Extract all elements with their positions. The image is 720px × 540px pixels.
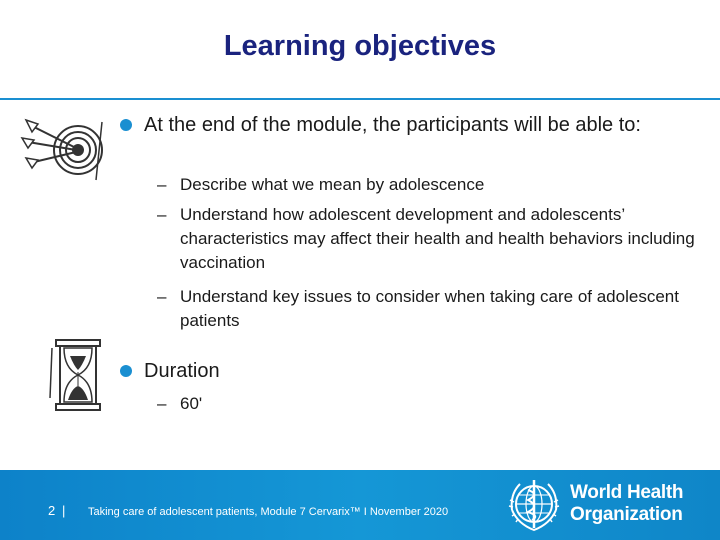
objective-item-text: Understand key issues to consider when taking care of adolescent patients <box>180 287 679 330</box>
footer-bar <box>0 470 720 540</box>
objectives-intro-text: At the end of the module, the participants will be able to: <box>144 114 641 136</box>
objective-item: – Understand key issues to consider when taking care of adolescent patients <box>157 285 697 333</box>
title-divider <box>0 98 720 100</box>
objective-item-text: Understand how adolescent development and adolescents’ characteristics may affect their health and health behaviors including vaccination <box>180 205 695 272</box>
footer-caption: Taking care of adolescent patients, Module 7 Cervarix™ I November 2020 <box>88 506 449 518</box>
who-wordmark <box>570 482 683 526</box>
objective-item-text: Describe what we mean by adolescence <box>180 175 485 194</box>
duration-value: 60' <box>180 394 203 413</box>
who-emblem-icon <box>504 476 564 534</box>
bullet-dot <box>120 365 132 377</box>
org-name-line1: World Health <box>570 482 684 503</box>
objective-item: – Describe what we mean by adolescence <box>157 173 697 197</box>
hourglass-icon <box>48 338 106 412</box>
dartboard-target-icon <box>20 112 104 184</box>
objective-item: – Understand how adolescent development and adolescents’ characteristics may affect their health and health behaviors including vaccination <box>157 203 697 275</box>
duration-item: – 60' <box>157 392 357 416</box>
page-number: 2 <box>48 503 56 518</box>
slide-title: Learning objectives <box>223 30 497 62</box>
duration-bullet <box>120 358 420 384</box>
org-name-line2: Organization <box>570 504 683 525</box>
bullet-dot <box>120 119 132 131</box>
footer-separator: | <box>62 503 66 518</box>
duration-label: Duration <box>144 360 220 382</box>
objectives-intro-bullet <box>120 112 680 138</box>
